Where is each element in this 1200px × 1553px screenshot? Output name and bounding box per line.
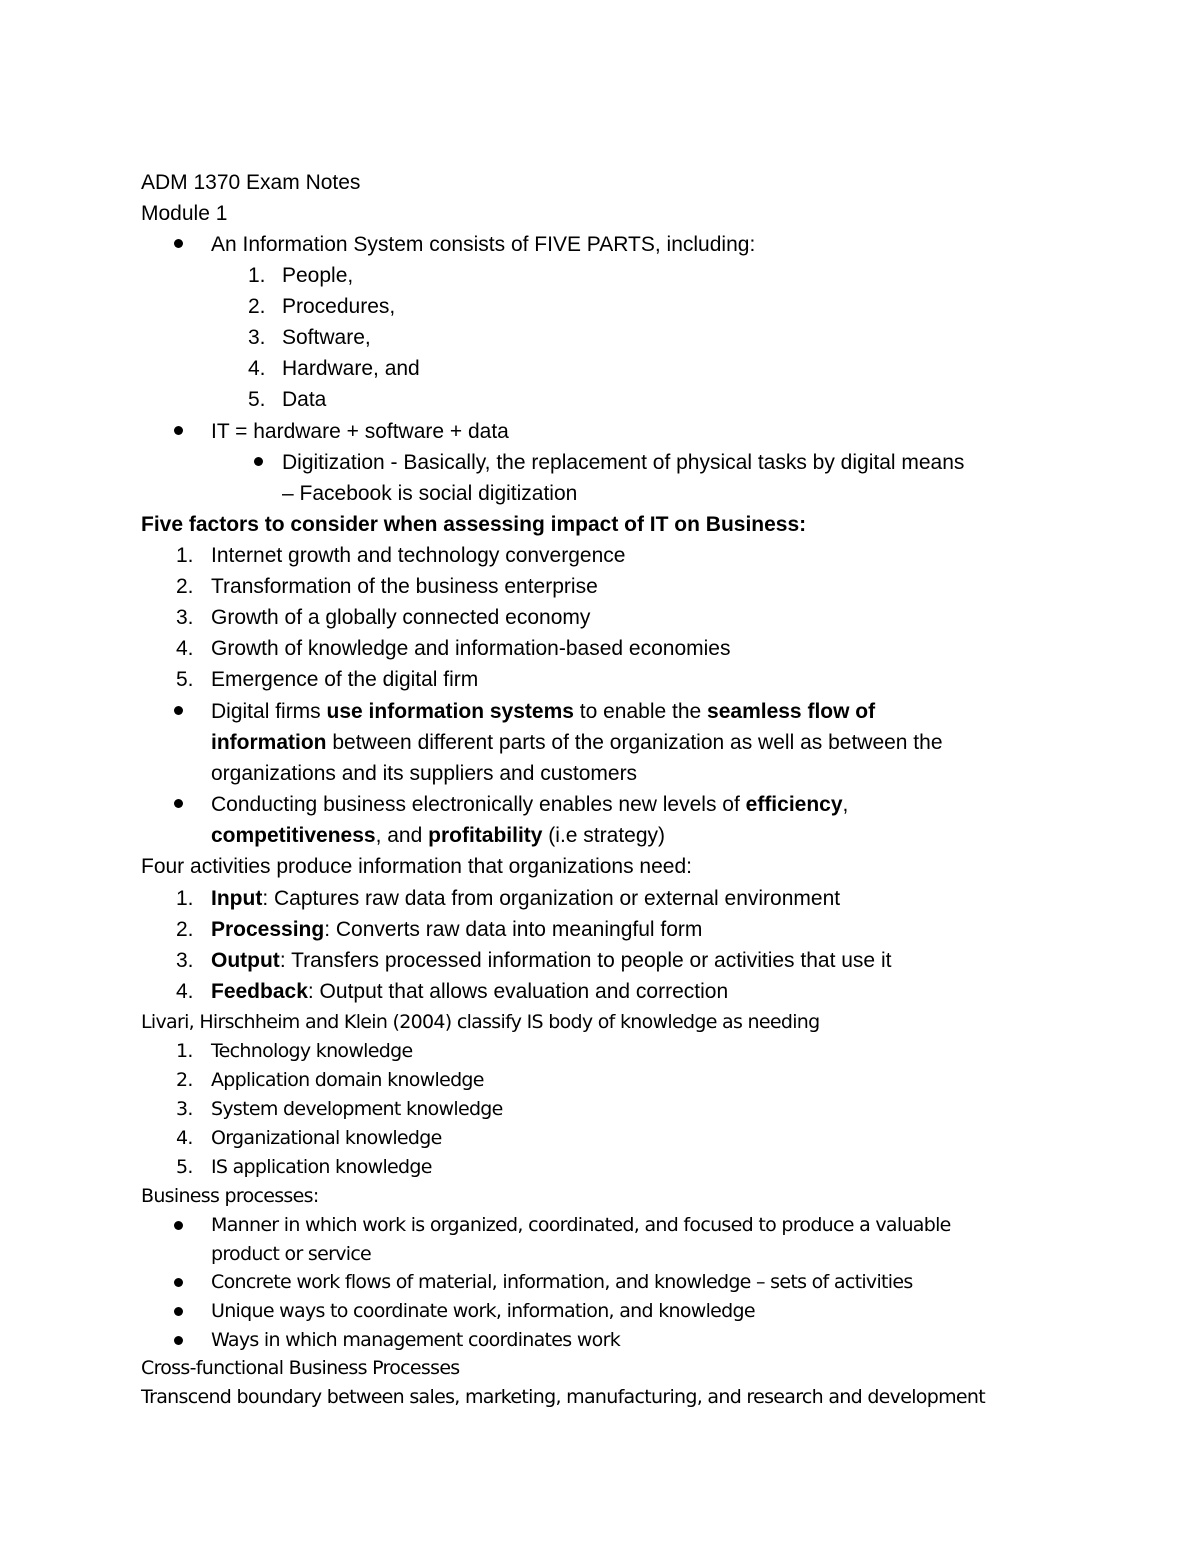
list-number: 4. [248, 357, 266, 380]
bullet-icon [174, 1221, 183, 1230]
bullet-icon [174, 239, 183, 248]
doc-title: ADM 1370 Exam Notes [141, 171, 361, 194]
list-item: Organizational knowledge [211, 1127, 442, 1149]
list-number: 2. [176, 575, 194, 598]
conducting-line-1: Conducting business electronically enables new levels of efficiency, [211, 793, 849, 816]
list-number: 1. [176, 1040, 193, 1062]
list-item: Software, [282, 326, 371, 349]
list-number: 2. [248, 295, 266, 318]
list-number: 3. [248, 326, 266, 349]
list-number: 3. [176, 606, 194, 629]
list-item: Procedures, [282, 295, 396, 318]
digital-firms-line-1: Digital firms use information systems to enable the seamless flow of [211, 700, 876, 723]
list-number: 5. [176, 668, 194, 691]
list-item: Emergence of the digital firm [211, 668, 479, 691]
module-heading: Module 1 [141, 202, 228, 225]
digitization-line-2: – Facebook is social digitization [282, 482, 578, 505]
list-item: Growth of knowledge and information-based economies [211, 637, 731, 660]
list-number: 5. [176, 1156, 193, 1178]
conducting-line-2: competitiveness, and profitability (i.e strategy) [211, 824, 666, 847]
list-item: People, [282, 264, 354, 287]
bullet-icon [174, 799, 183, 808]
digitization-line-1: Digitization - Basically, the replacement of physical tasks by digital means [282, 451, 965, 474]
bullet-icon [174, 1278, 183, 1287]
list-item: Application domain knowledge [211, 1069, 484, 1091]
bullet-icon [254, 457, 263, 466]
bp-item-2: Concrete work flows of material, information, and knowledge – sets of activities [211, 1271, 913, 1293]
bullet-icon [174, 1307, 183, 1316]
cross-functional-text: Transcend boundary between sales, marketing, manufacturing, and research and development [141, 1386, 985, 1408]
list-number: 4. [176, 980, 194, 1003]
list-number: 3. [176, 1098, 193, 1120]
list-number: 3. [176, 949, 194, 972]
list-number: 1. [176, 544, 194, 567]
four-activities-heading: Four activities produce information that organizations need: [141, 855, 692, 878]
digital-firms-line-3: organizations and its suppliers and customers [211, 762, 638, 785]
list-item: Processing: Converts raw data into meaningful form [211, 918, 703, 941]
list-item: Hardware, and [282, 357, 420, 380]
list-number: 5. [248, 388, 266, 411]
list-item: Growth of a globally connected economy [211, 606, 591, 629]
list-number: 4. [176, 637, 194, 660]
bp-item-3: Unique ways to coordinate work, information, and knowledge [211, 1300, 755, 1322]
list-item: Feedback: Output that allows evaluation and correction [211, 980, 729, 1003]
it-definition: IT = hardware + software + data [211, 420, 509, 443]
cross-functional-heading: Cross-functional Business Processes [141, 1357, 460, 1379]
bp-item-1-line-1: Manner in which work is organized, coordinated, and focused to produce a valuable [211, 1214, 951, 1236]
bp-item-1-line-2: product or service [211, 1243, 372, 1265]
list-number: 1. [248, 264, 266, 287]
five-factors-heading: Five factors to consider when assessing impact of IT on Business: [141, 513, 807, 536]
list-item: Input: Captures raw data from organization or external environment [211, 887, 841, 910]
list-number: 2. [176, 1069, 193, 1091]
livari-heading: Livari, Hirschheim and Klein (2004) classify IS body of knowledge as needing [141, 1011, 820, 1033]
list-item: System development knowledge [211, 1098, 503, 1120]
bullet-icon [174, 706, 183, 715]
list-item: Data [282, 388, 327, 411]
list-number: 1. [176, 887, 194, 910]
list-item: IS application knowledge [211, 1156, 432, 1178]
list-item: Technology knowledge [211, 1040, 413, 1062]
list-item: Internet growth and technology convergence [211, 544, 626, 567]
business-processes-heading: Business processes: [141, 1185, 319, 1207]
list-number: 4. [176, 1127, 193, 1149]
list-item: Output: Transfers processed information to people or activities that use it [211, 949, 892, 972]
digital-firms-line-2: information between different parts of the organization as well as between the [211, 731, 943, 754]
list-number: 2. [176, 918, 194, 941]
bullet-icon [174, 426, 183, 435]
bullet-icon [174, 1336, 183, 1345]
bp-item-4: Ways in which management coordinates work [211, 1329, 621, 1351]
list-item: Transformation of the business enterprise [211, 575, 598, 598]
is-parts-intro: An Information System consists of FIVE PARTS, including: [211, 233, 756, 256]
